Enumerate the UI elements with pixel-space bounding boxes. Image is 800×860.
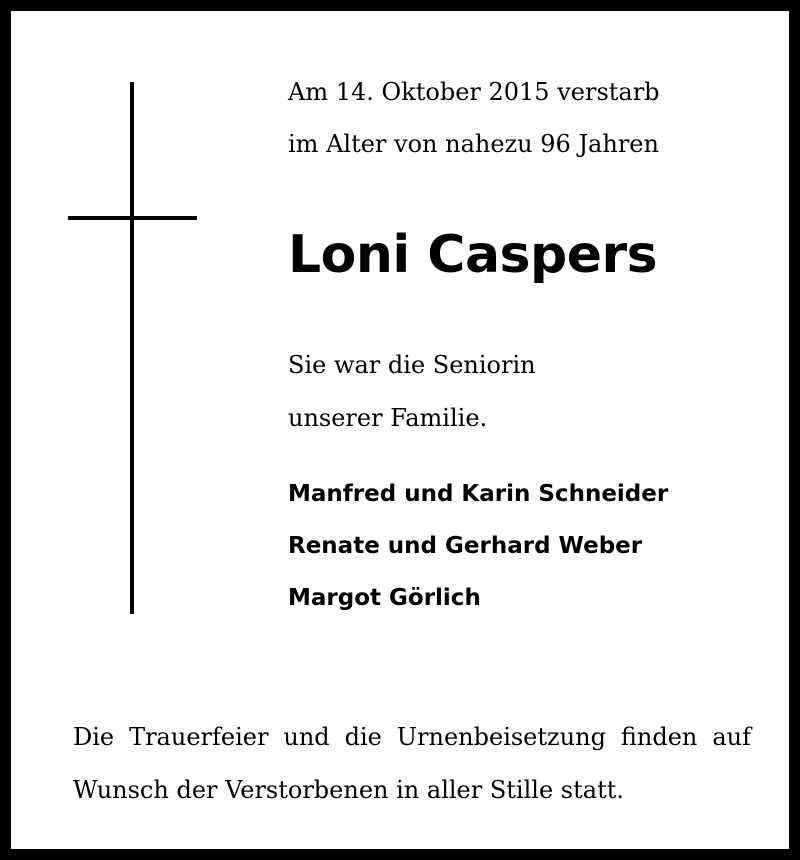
age-line: im Alter von nahezu 96 Jahren — [288, 130, 659, 158]
funeral-notice-line-1: Die Trauerfeier und die Urnenbeisetzung finden auf — [73, 723, 751, 751]
deceased-name: Loni Caspers — [288, 225, 658, 285]
tribute-line-1: Sie war die Seniorin — [288, 351, 536, 379]
cross-icon-vertical-bar — [130, 82, 134, 614]
mourner-name: Renate und Gerhard Weber — [288, 533, 643, 559]
mourner-name: Margot Görlich — [288, 585, 481, 611]
tribute-line-2: unserer Familie. — [288, 404, 488, 432]
funeral-notice-line-2: Wunsch der Verstorbenen in aller Stille statt. — [73, 776, 624, 804]
mourner-name: Manfred und Karin Schneider — [288, 481, 669, 507]
cross-icon-horizontal-bar — [68, 216, 197, 220]
death-date-line: Am 14. Oktober 2015 verstarb — [288, 78, 660, 106]
